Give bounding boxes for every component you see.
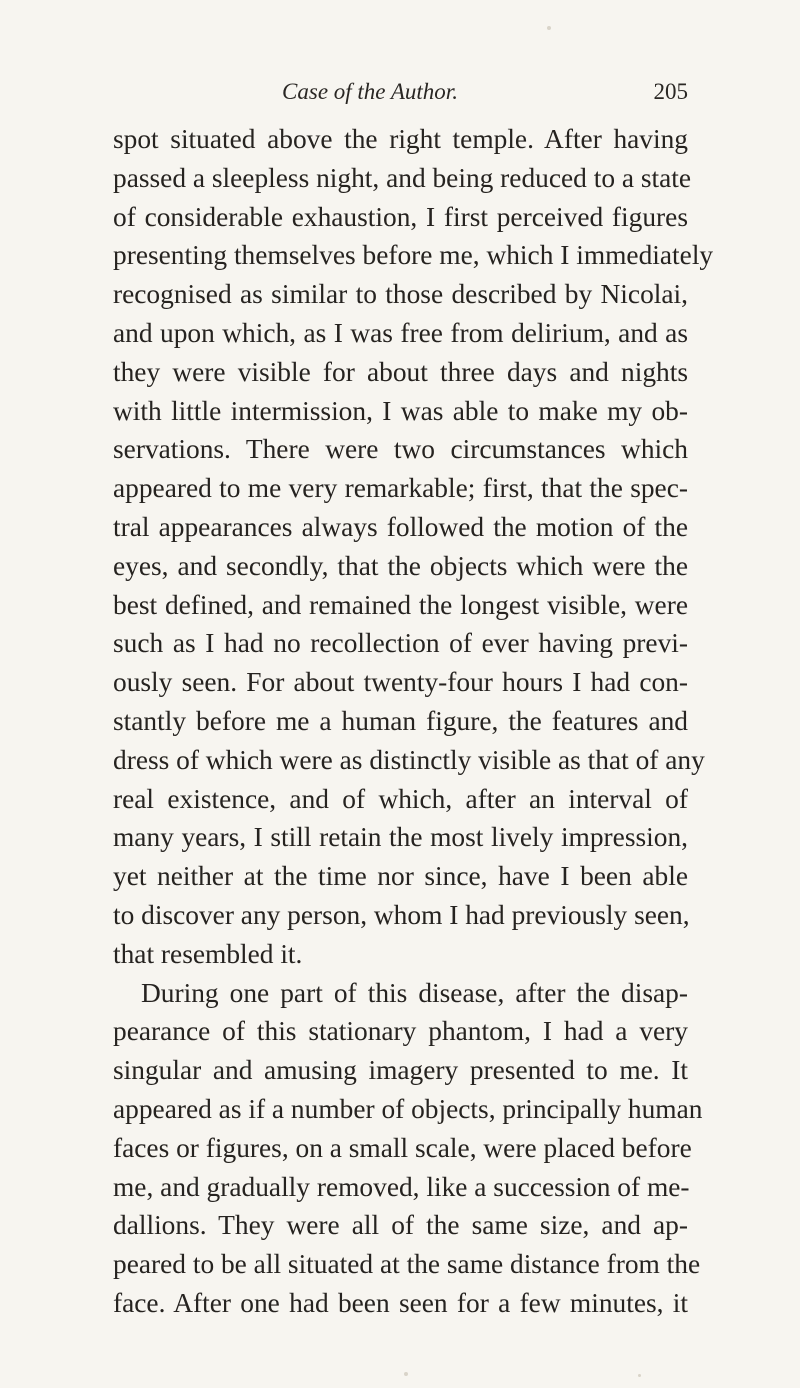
running-head-title: Case of the Author. bbox=[282, 79, 458, 104]
text-line: and upon which, as I was free from delirium, and as bbox=[113, 317, 688, 348]
text-line: tral appearances always followed the motion of the bbox=[113, 511, 688, 542]
text-line: with little intermission, I was able to make my ob- bbox=[113, 395, 688, 426]
text-line: spot situated above the right temple. After having bbox=[113, 124, 688, 154]
paragraph-last-line: that resembled it. bbox=[113, 938, 303, 969]
text-line: pearance of this stationary phantom, I had a very bbox=[113, 1016, 688, 1047]
text-line: faces or figures, on a small scale, were placed before bbox=[113, 1132, 692, 1163]
text-line: passed a sleepless night, and being reduced to a state bbox=[113, 162, 692, 193]
text-line: they were visible for about three days and nights bbox=[113, 356, 688, 387]
text-line: appeared as if a number of objects, principally human bbox=[113, 1093, 703, 1124]
text-line: to discover any person, whom I had previously seen, bbox=[113, 899, 690, 930]
text-line: me, and gradually removed, like a succession of me- bbox=[113, 1171, 690, 1202]
text-line: of considerable exhaustion, I first perceived figures bbox=[113, 201, 688, 232]
paper-speck bbox=[638, 1374, 641, 1377]
text-line: stantly before me a human figure, the features and bbox=[113, 705, 688, 736]
body-text bbox=[113, 120, 714, 1323]
text-line: presenting themselves before me, which I immediately bbox=[113, 240, 714, 271]
text-line: such as I had no recollection of ever having previ- bbox=[113, 628, 688, 659]
page-number: 205 bbox=[653, 79, 688, 104]
text-line: dress of which were as distinctly visible as that of any bbox=[113, 744, 705, 775]
text-line: singular and amusing imagery presented to me. It bbox=[113, 1055, 688, 1086]
text-line: eyes, and secondly, that the objects which were the bbox=[113, 550, 688, 581]
text-line: recognised as similar to those described by Nicolai, bbox=[113, 279, 688, 310]
running-head bbox=[0, 74, 800, 110]
paragraph-first-line: During one part of this disease, after the disap- bbox=[141, 977, 688, 1008]
text-line: face. After one had been seen for a few minutes, it bbox=[113, 1287, 688, 1318]
text-line: real existence, and of which, after an interval of bbox=[113, 783, 688, 814]
text-line: peared to be all situated at the same distance from the bbox=[113, 1249, 701, 1280]
text-line: many years, I still retain the most lively impression, bbox=[113, 822, 688, 853]
text-line: yet neither at the time nor since, have I been able bbox=[113, 861, 688, 892]
paper-speck bbox=[404, 1372, 408, 1376]
text-line: dallions. They were all of the same size, and ap- bbox=[113, 1210, 688, 1241]
text-line: ously seen. For about twenty-four hours I had con- bbox=[113, 667, 688, 698]
text-line: appeared to me very remarkable; first, that the spec- bbox=[113, 473, 688, 504]
text-line: servations. There were two circumstances which bbox=[113, 434, 688, 465]
paper-speck bbox=[547, 26, 551, 30]
text-line: best defined, and remained the longest visible, were bbox=[113, 589, 688, 620]
